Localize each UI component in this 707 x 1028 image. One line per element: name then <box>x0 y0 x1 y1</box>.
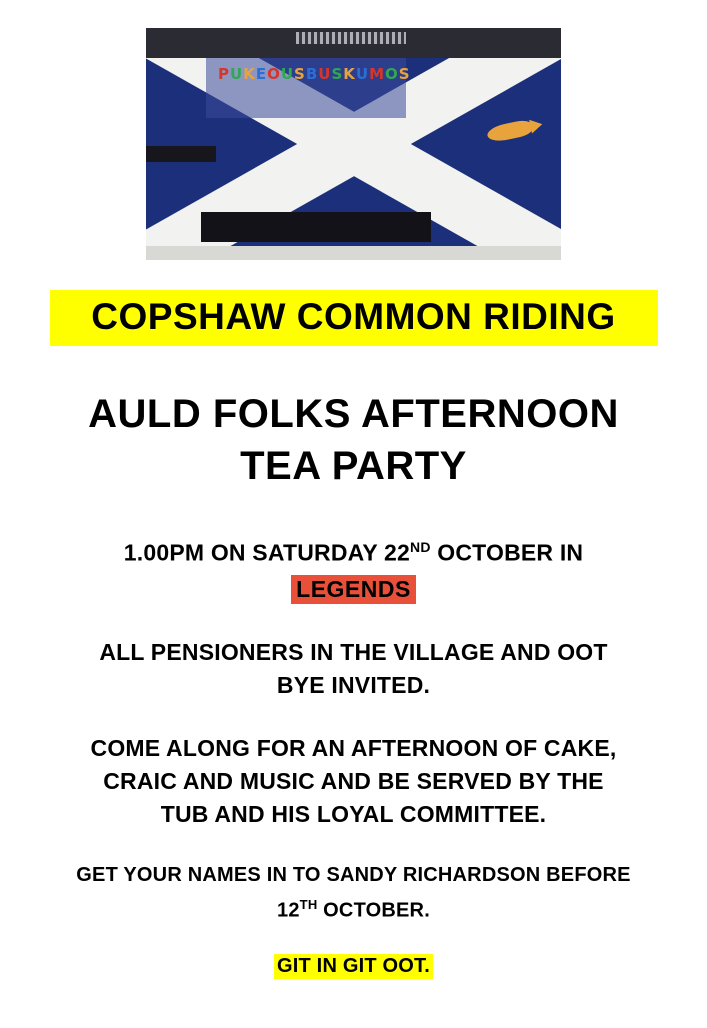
event-title: COPSHAW COMMON RIDING <box>50 290 658 346</box>
photo-tick-strip <box>296 32 406 44</box>
banner-letter: S <box>294 65 306 83</box>
banner-letter: P <box>218 65 230 83</box>
banner-letter: K <box>343 65 356 83</box>
venue-line <box>34 572 674 606</box>
when-ordinal: ND <box>410 539 431 555</box>
body-line-3: TUB AND HIS LOYAL COMMITTEE. <box>160 800 547 827</box>
when-prefix: 1.00PM ON SATURDAY 22 <box>123 539 411 566</box>
names-line-1: GET YOUR NAMES IN TO SANDY RICHARDSON BEFORE <box>76 863 631 886</box>
fish-decoration-icon <box>486 118 534 143</box>
banner-letters <box>218 62 411 86</box>
names-ordinal: TH <box>299 896 318 912</box>
description-paragraph <box>49 732 659 831</box>
invite-line-1: ALL PENSIONERS IN THE VILLAGE AND OOT <box>99 638 608 665</box>
poster-page <box>0 28 707 1028</box>
headline-line-1: AULD FOLKS AFTERNOON <box>88 392 619 436</box>
names-suffix: OCTOBER. <box>317 899 430 922</box>
banner-letter: K <box>243 65 256 83</box>
footer-slogan-text: GIT IN GIT OOT. <box>274 954 433 979</box>
headline-line-2: TEA PARTY <box>240 444 467 488</box>
banner-letter: S <box>331 65 344 83</box>
event-datetime <box>34 530 674 606</box>
banner-letter: U <box>230 65 244 83</box>
venue-badge: LEGENDS <box>291 575 416 604</box>
page-title <box>24 388 684 492</box>
photo-dark-bar-bottom <box>201 212 431 242</box>
banner-letter: U <box>355 65 370 83</box>
banner-letter: U <box>318 65 332 83</box>
names-line-2 <box>34 890 674 926</box>
footer-slogan <box>0 955 707 978</box>
invite-line-2: BYE INVITED. <box>276 671 431 698</box>
body-line-2: CRAIC AND MUSIC AND BE SERVED BY THE <box>103 767 604 794</box>
banner-letter: U <box>280 65 295 83</box>
rsvp-paragraph <box>34 861 674 926</box>
banner-letter: O <box>267 65 281 83</box>
saltire-flag-icon <box>146 28 561 260</box>
photo-dark-bar-left <box>146 146 216 162</box>
banner-letter: O <box>385 65 399 83</box>
banner-letter: B <box>305 65 319 83</box>
banner-letter: S <box>398 65 411 83</box>
when-suffix: OCTOBER IN <box>430 539 584 566</box>
banner-letter: E <box>255 65 268 83</box>
names-prefix: 12 <box>277 899 300 922</box>
flag-photo <box>146 28 561 260</box>
banner-letter: M <box>369 65 386 83</box>
photo-bottom-strip <box>146 246 561 260</box>
body-line-1: COME ALONG FOR AN AFTERNOON OF CAKE, <box>90 734 617 761</box>
invitation-paragraph <box>49 636 659 702</box>
